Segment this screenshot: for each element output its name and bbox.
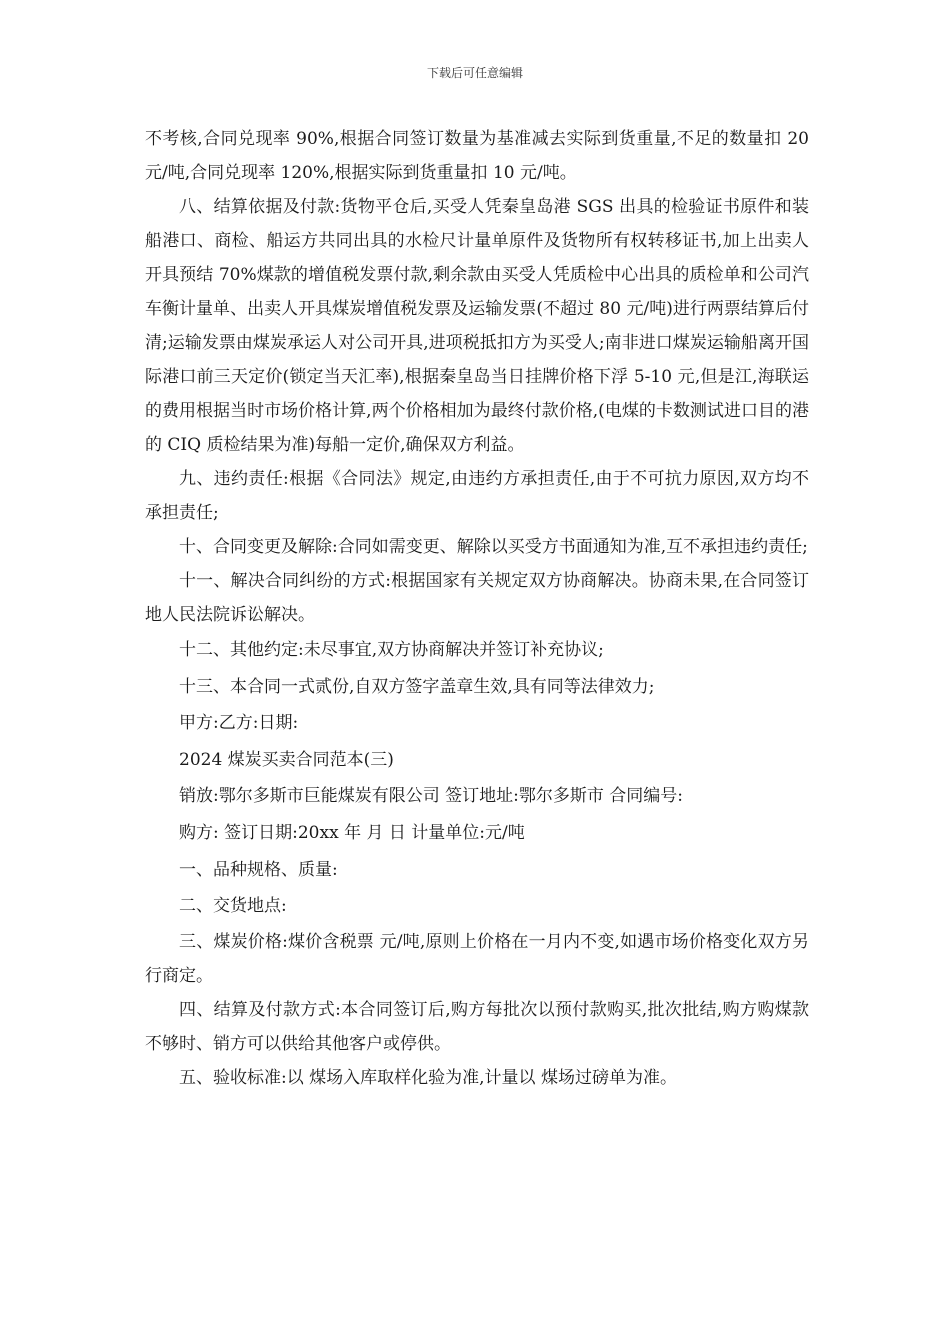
paragraph-coal-price: 三、煤炭价格:煤价含税票 元/吨,原则上价格在一月内不变,如遇市场价格变化双方另行商定。 xyxy=(145,931,809,986)
paragraph-clause-8: 八、结算依据及付款:货物平仓后,买受人凭秦皇岛港 SGS 出具的检验证书原件和装船港口、商检、船运方共同出具的水检尺计量单原件及货物所有权转移证书,加上出卖人开具预结 70%煤款的增值税发票付款,剩余款由买受人凭质检中心出具的质检单和公司汽车衡计量单、出卖人开具煤炭增值税发票及运输发票(不超过 80 元/吨)进行两票结算后付清;运输发票由煤炭承运人对公司开具,进项税抵扣方为买受人;南非进口煤炭运输船离开国际港口前三天定价(锁定当天汇率),根据秦皇岛当日挂牌价格下浮 5-10 元,但是江,海联运的费用根据当时市场价格计算,两个价格相加为最终付款价格,(电煤的卡数测试进口目的港的 CIQ 质检结果为准)每船一定价,确保双方利益。 xyxy=(145,197,809,455)
section-title: 2024 煤炭买卖合同范本(三) xyxy=(179,749,394,770)
paragraph-continuation: 不考核,合同兑现率 90%,根据合同签订数量为基准减去实际到货重量,不足的数量扣 20 元/吨,合同兑现率 120%,根据实际到货重量扣 10 元/吨。 xyxy=(145,129,809,183)
paragraph-spec-quality: 一、品种规格、质量: xyxy=(179,859,338,880)
paragraph-acceptance-standard: 五、验收标准:以 煤场入库取样化验为准,计量以 煤场过磅单为准。 xyxy=(179,1067,677,1088)
page-header: 下载后可任意编辑 xyxy=(426,66,523,80)
paragraph-clause-9: 九、违约责任:根据《合同法》规定,由违约方承担责任,由于不可抗力原因,双方均不承担责任; xyxy=(145,469,809,523)
document-body xyxy=(145,122,809,1095)
paragraph-clause-10: 十、合同变更及解除:合同如需变更、解除以买受方书面通知为准,互不承担违约责任; xyxy=(179,537,808,557)
buyer-info-line: 购方: 签订日期:20xx 年 月 日 计量单位:元/吨 xyxy=(179,822,525,843)
paragraph-clause-13: 十三、本合同一式贰份,自双方签字盖章生效,具有同等法律效力; xyxy=(179,676,655,697)
paragraph-clause-12: 十二、其他约定:未尽事宜,双方协商解决并签订补充协议; xyxy=(179,640,604,660)
signature-line: 甲方:乙方:日期: xyxy=(179,713,299,734)
paragraph-clause-11: 十一、解决合同纠纷的方式:根据国家有关规定双方协商解决。协商未果,在合同签订地人民法院诉讼解决。 xyxy=(145,571,809,625)
paragraph-payment-method: 四、结算及付款方式:本合同签订后,购方每批次以预付款购买,批次批结,购方购煤款不够时、销方可以供给其他客户或停供。 xyxy=(145,999,809,1054)
paragraph-delivery-location: 二、交货地点: xyxy=(179,896,287,917)
seller-info-line: 销放:鄂尔多斯市巨能煤炭有限公司 签订地址:鄂尔多斯市 合同编号: xyxy=(179,786,683,807)
